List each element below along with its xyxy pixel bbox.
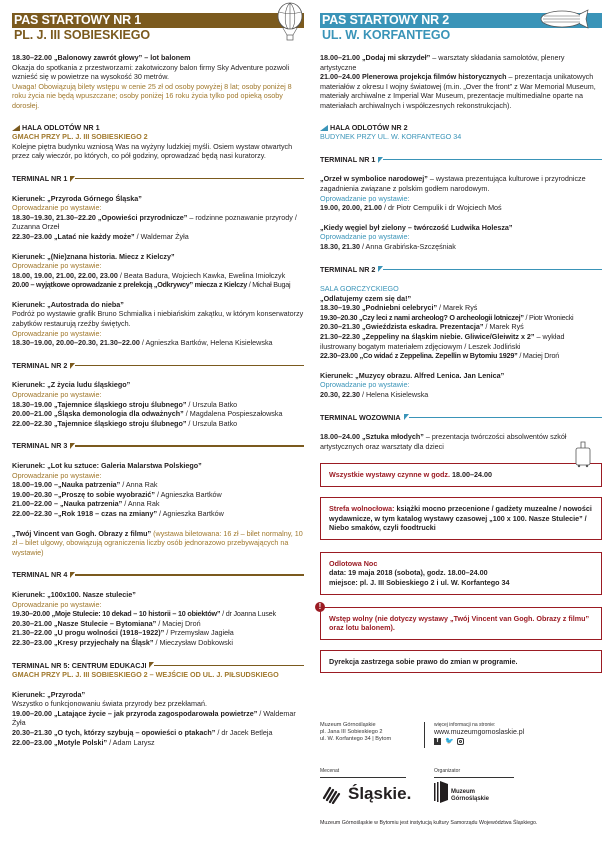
footer-contact bbox=[434, 722, 524, 745]
text-span: 20.30–21.00 „Nasze Stulecie – Bytomiana” bbox=[12, 618, 157, 628]
hall-1-address: GMACH PRZY PL. J. III SOBIESKIEGO 2 bbox=[12, 132, 148, 142]
hall-1-heading bbox=[12, 123, 304, 133]
text-span: 19.00–20.30 –„Proszę to sobie wyobrazić” bbox=[12, 489, 156, 499]
balloon-section bbox=[12, 53, 304, 111]
right-header-bar: PAS STARTOWY NR 2 bbox=[320, 13, 602, 28]
terminal-r1-heading bbox=[320, 155, 602, 165]
terminal-2-heading bbox=[12, 361, 304, 371]
text-span: / Beata Badura, Wojciech Kawka, Ewelina Imiołczyk bbox=[117, 270, 286, 280]
text-span: / Agnieszka Bartków bbox=[157, 508, 224, 518]
patron-label bbox=[320, 768, 406, 778]
slaskie-waves-icon bbox=[322, 784, 344, 804]
text-span: / Magdalena Pospieszałowska bbox=[183, 409, 283, 419]
divider bbox=[75, 574, 304, 576]
text-span: książki mocno przecenione / gadżety muzealne / nowości wydawnicze, w tym katalog wystawy czasowej „100 x 100. Nasze Stulecie” / Niebo smaków, czyli foodtrucki bbox=[329, 504, 592, 533]
left-column bbox=[12, 0, 304, 747]
schedule-line bbox=[12, 480, 304, 490]
event-info-box bbox=[320, 552, 602, 595]
hot-air-balloon-icon bbox=[275, 2, 305, 46]
text-span: – wystawa prezentująca kulturowe i przyrodnicze zagadnienia związane z polskim godłem narodowym. bbox=[320, 174, 586, 193]
schedule-line bbox=[320, 313, 602, 323]
direction-autostrada bbox=[12, 300, 304, 348]
schedule-line bbox=[12, 709, 304, 728]
text-span: 21.30–22.00 „U progu wolności (1918–1922)” bbox=[12, 628, 165, 638]
schedule-line bbox=[320, 203, 602, 213]
room-label: SALA GORCZYCKIEGO bbox=[320, 284, 399, 294]
text-span: / Michał Bugaj bbox=[246, 280, 291, 290]
text-span: / Waldemar Żyła bbox=[134, 231, 189, 241]
hall-2-address: BUDYNEK PRZY UL. W. KORFANTEGO 34 bbox=[320, 132, 462, 142]
schedule-line bbox=[12, 490, 304, 500]
text-span: Wstęp wolny (nie dotyczy wystawy „Twój Vincent van Gogh. Obrazy z filmu” oraz lotu balonem). bbox=[329, 613, 590, 633]
guide-label: Oprowadzanie po wystawie: bbox=[12, 390, 102, 400]
text-line: pl. Jana III Sobieskiego 2 bbox=[320, 729, 383, 736]
text-line: Górnośląskie bbox=[451, 796, 490, 802]
balloon-warning: Uwaga! Obowiązują bilety wstępu w cenie 25 zł od osoby powyżej 8 lat; osoby poniżej 8 roku życia nie będą wpuszczane; osoby poniżej 16 roku życia tylko pod opieką osoby dorosłej. bbox=[12, 81, 292, 110]
schedule-line bbox=[12, 409, 304, 419]
schedule-line bbox=[12, 271, 304, 281]
text-span: 22.30–23.00 „Latać nie każdy może” bbox=[12, 231, 135, 241]
right-column bbox=[320, 0, 602, 673]
facebook-icon[interactable]: f bbox=[434, 738, 441, 745]
guide-label: Oprowadzanie po wystawie: bbox=[12, 470, 102, 480]
direction-przyroda-gs bbox=[12, 194, 304, 242]
text-span: 19.30–20.00 „Moje Stulecie: 10 dekad – 10 historii – 10 obiektów” bbox=[12, 609, 221, 619]
schedule-line bbox=[320, 322, 602, 332]
schedule-line bbox=[12, 419, 304, 429]
text-span: 21.00–24.00 Plenerowa projekcja filmów historycznych bbox=[320, 72, 507, 82]
schedule-line bbox=[320, 242, 602, 252]
text-span: / Urszula Batko bbox=[186, 399, 238, 409]
organizer-label bbox=[434, 768, 514, 778]
schedule-line bbox=[12, 619, 304, 629]
guide-label: Oprowadzanie po wystawie: bbox=[12, 599, 102, 609]
direction-100x100 bbox=[12, 590, 304, 648]
schedule-line bbox=[12, 628, 304, 638]
text-span: – warsztaty składania samolotów, plenery artystyczne bbox=[320, 53, 565, 72]
exhibit-holesz bbox=[320, 223, 602, 252]
terminal-label: TERMINAL NR 1 bbox=[320, 154, 376, 164]
text-span: 18.30–19.30 „Podniebni celebryci” bbox=[320, 303, 438, 313]
text-span: Mecenat bbox=[320, 768, 340, 774]
text-span: Wszystkie wystawy czynne w godz. bbox=[329, 470, 451, 480]
vangogh-note bbox=[12, 529, 304, 558]
text-span: / Urszula Batko bbox=[186, 418, 238, 428]
text-span: / Maciej Droń bbox=[517, 351, 560, 361]
direction-title: Kierunek: „100x100. Nasze stulecie” bbox=[12, 589, 136, 599]
text-span: / Mieczysław Dobkowski bbox=[153, 637, 233, 647]
text-span: – wykład ilustrowany bogatym materiałem zdjęciowym / Leszek Jodliński bbox=[320, 332, 565, 351]
vangogh-tickets: (wystawa biletowana: 16 zł – bilet normalny, 10 zł – bilet ulgowy, obowiązują ograniczenia liczby osób jednorazowo przebywających na wystawie) bbox=[12, 528, 303, 557]
footer-address bbox=[320, 722, 391, 744]
divider bbox=[75, 445, 304, 447]
terminal-5-heading bbox=[12, 661, 304, 671]
terminal-5-address: GMACH PRZY PL. J. III SOBIESKIEGO 2 – WEJŚCIE OD UL. J. PIŁSUDSKIEGO bbox=[12, 670, 279, 680]
text-span: / Marek Ryś bbox=[483, 322, 524, 332]
divider bbox=[75, 178, 304, 180]
exhibit-lenica bbox=[320, 371, 602, 400]
terminal-label: TERMINAL NR 2 bbox=[320, 264, 376, 274]
exhibit-title: „Kiedy węgiel był zielony – twórczość Ludwika Holesza” bbox=[320, 222, 513, 232]
text-span: 20.30–21.30 „Gwieździsta eskadra. Prezentacja” bbox=[320, 322, 484, 332]
terminal-2-label: TERMINAL NR 2 bbox=[12, 360, 68, 370]
text-span: 18.00–19.00 –„Nauka patrzenia” bbox=[12, 480, 121, 490]
text-span: / Anna Rak bbox=[120, 480, 158, 490]
text-span: / Waldemar Żyła bbox=[12, 708, 296, 728]
slaskie-logo bbox=[322, 784, 411, 804]
text-line: Muzeum Górnośląskie bbox=[320, 722, 376, 728]
text-span: Organizator bbox=[434, 768, 461, 774]
left-header-bar: PAS STARTOWY NR 1 bbox=[12, 13, 304, 28]
schedule-line bbox=[12, 338, 304, 348]
direction-slask bbox=[12, 380, 304, 428]
text-line: ul. W. Korfantego 34 | Bytom bbox=[320, 736, 392, 743]
guide-label: Oprowadzanie po wystawie: bbox=[320, 193, 410, 203]
direction-title: Kierunek: „Lot ku sztuce: Galeria Malarstwa Polskiego” bbox=[12, 461, 202, 470]
direction-title: Kierunek: „(Nie)znana historia. Miecz z Kielczy” bbox=[12, 251, 175, 261]
direction-title: Kierunek: „Autostrada do nieba” bbox=[12, 299, 124, 309]
divider bbox=[383, 159, 602, 161]
vangogh-title: „Twój Vincent van Gogh. Obrazy z filmu” bbox=[12, 528, 152, 538]
text-span: / Agnieszka Bartków, Helena Kisielewska bbox=[139, 338, 273, 348]
text-span: / dr Piotr Cempulik i dr Wojciech Moś bbox=[381, 203, 502, 213]
guide-label: Oprowadzanie po wystawie: bbox=[320, 380, 410, 390]
duty-free-box bbox=[320, 497, 602, 540]
text-span: 19.00–20.00 „Latające życie – jak przyroda zagospodarowała powietrze” bbox=[12, 708, 258, 718]
schedule-line bbox=[12, 499, 304, 509]
text-span: 21.30–22.30 „Zeppeliny na śląskim niebie. Gliwice/Gleiwitz x 2” bbox=[320, 332, 535, 342]
exhibit-orzel bbox=[320, 174, 602, 212]
direction-title: Kierunek: „Z życia ludu śląskiego” bbox=[12, 380, 131, 390]
schedule-line bbox=[320, 303, 602, 313]
schedule-line bbox=[12, 232, 304, 242]
direction-title: Kierunek: „Przyroda Górnego Śląska” bbox=[12, 193, 142, 203]
right-subtitle: UL. W. KORFANTEGO bbox=[322, 28, 451, 42]
suitcase-icon bbox=[574, 440, 592, 468]
outdoor-events bbox=[320, 53, 602, 111]
divider bbox=[383, 269, 602, 271]
social-icons bbox=[434, 738, 524, 745]
event-date: data: 19 maja 2018 (sobota), godz. 18.00–24.00 bbox=[329, 568, 488, 578]
text-span: 20.30, 22.30 bbox=[320, 390, 360, 400]
text-span: 20.30–21.30 „O tych, którzy szybują – opowieści o ptakach” bbox=[12, 728, 216, 738]
text-span: 19.30–20.30 „Czy leci z nami archeolog? O archeologii lotniczej” bbox=[320, 312, 524, 322]
triangle-icon bbox=[12, 125, 20, 131]
left-subtitle: PL. J. III SOBIESKIEGO bbox=[14, 28, 151, 42]
text-span: 18.30–19.30, 21.30–22.20 „Opowieści przyrodnicze” bbox=[12, 212, 188, 222]
terminal-3-heading bbox=[12, 441, 304, 451]
text-span: – prezentacja unikatowych materiałów z okresu I wojny światowej (m.in. „Over the front” z War Memorial Museum, materiały archiwalne z Imperial War Museum, prezentacje multimedialne oparte na materiałach archiwalnych i współczesnych rekonstrukcjach). bbox=[320, 72, 596, 110]
disclaimer-box bbox=[320, 650, 602, 674]
text-span: 22.00–22.30 „Tajemnice śląskiego stroju ślubnego” bbox=[12, 418, 187, 428]
guide-label: Oprowadzanie po wystawie: bbox=[12, 328, 102, 338]
event-line bbox=[320, 72, 602, 110]
schedule-line bbox=[12, 609, 304, 619]
zeppelin-icon bbox=[540, 8, 590, 30]
text-span: / Agnieszka Bartków bbox=[155, 489, 222, 499]
hall-2-label: HALA ODLOTÓW NR 2 bbox=[330, 122, 408, 132]
text-span: / Marek Ryś bbox=[437, 303, 478, 313]
text-span: / Maciej Droń bbox=[156, 618, 201, 628]
terminal-4-heading bbox=[12, 570, 304, 580]
text-span: 18.00, 19.00, 21.00, 22.00, 23.00 bbox=[12, 270, 118, 280]
direction-desc: Wszystko o funkcjonowaniu świata przyrody bez przekłamań. bbox=[12, 699, 207, 709]
guide-label: Oprowadzanie po wystawie: bbox=[320, 232, 410, 242]
text-span: 20.00 – wyjątkowe oprowadzanie z prelekcją „Odkrywcy” miecza z Kielczy bbox=[12, 280, 247, 290]
text-span: Śląskie. bbox=[348, 784, 412, 803]
terminal-4-label: TERMINAL NR 4 bbox=[12, 570, 68, 580]
text-span: 18.30, 21.30 bbox=[320, 241, 360, 251]
text-span: 22.30–23.00 „Co widać z Zeppelina. Zepellin w Bytomiu 1929” bbox=[320, 351, 518, 361]
text-span: – rodzinne poznawanie przyrody / Zuzanna Orzeł bbox=[12, 212, 297, 232]
text-span: / Piotr Wroniecki bbox=[523, 312, 574, 322]
text-span: 22.30–23.00 „Kresy przyjechały na Śląsk” bbox=[12, 637, 154, 647]
text-span: 18.00–21.00 „Dodaj mi skrzydeł” bbox=[320, 53, 431, 62]
schedule-line bbox=[320, 351, 602, 361]
text-span: / Anna Rak bbox=[122, 499, 160, 509]
balloon-title: 18.30–22.00 „Balonowy zawrót głowy” – lot balonem bbox=[12, 53, 191, 62]
footer-divider bbox=[424, 722, 425, 748]
direction-galeria bbox=[12, 461, 304, 519]
terminal-wozownia-heading bbox=[320, 413, 602, 423]
schedule-line bbox=[12, 213, 304, 232]
schedule-line bbox=[12, 728, 304, 738]
schedule-line bbox=[12, 400, 304, 410]
text-span: – prezentacja twórczości absolwentów szkół artystycznych oraz warsztaty dla dzieci bbox=[320, 432, 567, 451]
sala-gorczyckiego bbox=[320, 284, 602, 361]
divider bbox=[75, 365, 304, 367]
schedule-line bbox=[12, 509, 304, 519]
schedule-line bbox=[12, 638, 304, 648]
sztuka-mlodych bbox=[320, 432, 602, 451]
hall-1-desc: Kolejne piętra budynku wzniosą Was na wyżyny ludzkiej myśli. Osiem wystaw otwartych przez cały wieczór, po których, co pół godziny, oprowadzać będą nasi kuratorzy. bbox=[12, 141, 293, 161]
text-span: / dr Joanna Lusek bbox=[220, 609, 276, 619]
guide-label: Oprowadzanie po wystawie: bbox=[12, 261, 102, 271]
text-span: 18.00–24.00 bbox=[450, 470, 492, 480]
event-place: miejsce: pl. J. III Sobieskiego 2 i ul. W. Korfantego 34 bbox=[329, 577, 510, 587]
divider bbox=[409, 417, 602, 419]
text-span: 21.00–22.00 – „Nauka patrzenia” bbox=[12, 499, 123, 509]
opening-hours-box bbox=[320, 463, 602, 487]
guide-label: Oprowadzanie po wystawie: bbox=[12, 203, 102, 213]
text-span: 22.00–23.00 „Motyle Polski” bbox=[12, 737, 108, 747]
terminal-5-label: TERMINAL NR 5: CENTRUM EDUKACJI bbox=[12, 660, 147, 670]
divider bbox=[154, 665, 304, 667]
twitter-icon[interactable]: 🐦 bbox=[445, 738, 454, 746]
triangle-icon bbox=[320, 125, 328, 131]
schedule-line bbox=[320, 390, 602, 400]
text-span: / dr Jacek Betleja bbox=[215, 728, 273, 738]
free-entry-box bbox=[318, 601, 602, 640]
text-span: / Helena Kisielewska bbox=[359, 390, 429, 400]
exclamation-icon: ! bbox=[315, 602, 325, 612]
footer-note bbox=[320, 820, 537, 827]
balloon-desc: Okazja do spotkania z przestworzami: zakotwiczony balon firmy Sky Adventure pozwoli wznieść się w powietrze na wysokość 30 metrów. bbox=[12, 62, 290, 82]
schedule-line bbox=[12, 738, 304, 748]
event-line bbox=[320, 432, 602, 451]
text-span: Muzeum Górnośląskie w Bytomiu jest instytucją kultury Samorządu Województwa Śląskiego. bbox=[320, 820, 538, 826]
text-line: więcej informacji na stronie: bbox=[434, 722, 496, 728]
text-span: 22.00–22.30 –„Rok 1918 – czas na zmiany” bbox=[12, 508, 158, 518]
text-span: „Orzeł w symbolice narodowej” bbox=[320, 174, 428, 184]
text-span: 19.00, 20.00, 21.00 bbox=[320, 203, 382, 213]
instagram-icon[interactable] bbox=[457, 738, 464, 745]
hall-2-heading bbox=[320, 123, 602, 133]
event-name: Odlotowa Noc bbox=[329, 558, 378, 568]
direction-title: Kierunek: „Przyroda” bbox=[12, 689, 86, 699]
direction-title: Kierunek: „Muzycy obrazu. Alfred Lenica. Jan Lenica” bbox=[320, 370, 505, 380]
event-line bbox=[320, 53, 602, 72]
direction-miecz bbox=[12, 252, 304, 290]
terminal-label: TERMINAL WOZOWNIA bbox=[320, 412, 401, 422]
text-span: 18.00–24.00 „Sztuka młodych” bbox=[320, 432, 424, 442]
text-span: / Anna Grabińska-Szczęśniak bbox=[359, 241, 456, 251]
schedule-line bbox=[320, 332, 602, 351]
muzeum-logo bbox=[434, 781, 489, 803]
terminal-1-label: TERMINAL NR 1 bbox=[12, 173, 68, 183]
text-span: Strefa wolnocłowa: bbox=[329, 504, 395, 513]
direction-przyroda bbox=[12, 690, 304, 748]
schedule-line bbox=[12, 280, 304, 290]
text-span: / Adam Larysz bbox=[107, 737, 155, 747]
text-line: Muzeum bbox=[451, 789, 475, 795]
hall-1-label: HALA ODLOTÓW NR 1 bbox=[22, 122, 100, 132]
muzeum-logo-mark bbox=[434, 781, 448, 803]
direction-desc: Podróż po wystawie grafik Bruno Schmialka i niebiańskim zakątku, w którym konserwatorzy zabytków restaurują rzeźby świętych. bbox=[12, 309, 304, 329]
cycle-title: „Odlatujemy czem się da!” bbox=[320, 293, 412, 303]
terminal-1-heading bbox=[12, 174, 304, 184]
text-span: 20.00–21.00 „Śląska demonologia dla odważnych” bbox=[12, 409, 184, 419]
terminal-3-label: TERMINAL NR 3 bbox=[12, 441, 68, 451]
text-span: Dyrekcja zastrzega sobie prawo do zmian w programie. bbox=[329, 656, 518, 666]
text-span: 18.30–19.00 „Tajemnice śląskiego stroju ślubnego” bbox=[12, 399, 187, 409]
text-span: 18.30–19.00, 20.00–20.30, 21.30–22.00 bbox=[12, 338, 140, 348]
text-span: / Przemysław Jagieła bbox=[164, 628, 234, 638]
terminal-r2-heading bbox=[320, 265, 602, 275]
website-link[interactable]: www.muzeumgornoslaskie.pl bbox=[434, 729, 525, 737]
